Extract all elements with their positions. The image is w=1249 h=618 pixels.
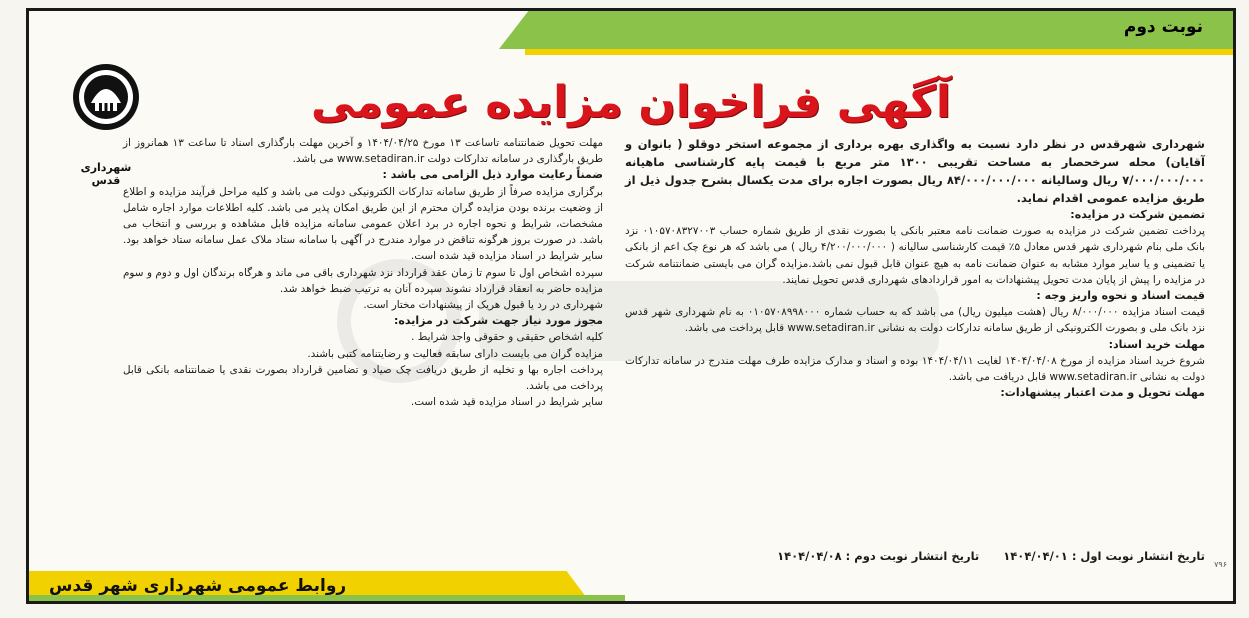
second-publish-date: تاریخ انتشار نوبت دوم : ۱۴۰۴/۰۴/۰۸: [777, 549, 980, 563]
footer-banner: [29, 571, 1233, 601]
right-column: [625, 135, 1205, 401]
top-green-stripe: [499, 11, 1233, 49]
logo-caption: شهرداری قدس: [80, 161, 132, 187]
delivery-text: مهلت تحویل ضمانتنامه تاساعت ۱۳ مورخ ۱۴۰۴/۰۴/۲۵ و آخرین مهلت بارگذاری اسناد تا ساعت ۱۳ همانروز از طریق بارگذاری در سامانه تدارکات دولت www.setadiran.ir می باشد.: [123, 137, 604, 166]
public-relations-label: روابط عمومی شهرداری شهر قدس: [49, 576, 347, 596]
price-text: قیمت اسناد مزایده ۸/۰۰۰/۰۰۰ ریال (هشت میلیون ریال) می باشد که به حساب شماره ۰۱۰۵۷۰۸۹۹۸۰۰۰ به نام شهرداری شهر قدس نزد بانک ملی و بصورت الکترونیکی از طریق سامانه تدارکات دولت به نشانی www.setadiran.ir قابل پرداخت می باشد.: [625, 306, 1206, 335]
page-number: ۷۹۶: [1214, 560, 1227, 569]
permit-item: کلیه اشخاص حقیقی و حقوقی واجد شرایط .: [411, 331, 603, 344]
round-badge: نوبت دوم: [1123, 17, 1203, 37]
price-heading: قیمت اسناد و نحوه واریز وجه :: [1036, 289, 1205, 303]
notes-text-2: سپرده اشخاص اول تا سوم تا زمان عقد قرارداد نزد شهرداری باقی می ماند و هرگاه برندگان اول و دوم و سوم مزایده حاضر به انعقاد قرارداد نشوند سپرده آنان به ترتیب ضبط خواهد شد.: [123, 266, 603, 295]
guarantee-heading: تضمین شرکت در مزایده:: [1070, 208, 1205, 221]
permit-item: پرداخت اجاره بها و تخلیه از طریق دریافت چک صیاد و تضامین قرارداد بصورت نقدی یا ضمانتنامه بانکی قابل پرداخت می باشد.: [123, 363, 603, 393]
ad-title: آگهی فراخوان مزایده عمومی: [311, 77, 951, 128]
notes-heading: ضمناً رعایت موارد ذیل الزامی می باشد :: [382, 168, 603, 182]
notes-text: برگزاری مزایده صرفاً از طریق سامانه تدارکات الکترونیکی دولت می باشد و کلیه مراحل فرآیند مزایده و اطلاع از وضعیت برنده بودن مزایده گران محترم از این طریق امکان پذیر می باشد. کلیه اطلاعات موارد اجاره شامل مشخصات، شرایط و نحوه اجاره در برد اعلان عمومی سامانه مزایده قابل مشاهده و بررسی و انتخاب می باشد. در صورت بروز هرگونه تناقض در موارد مندرج در آگهی با سامانه ستاد ملاک عمل سامانه ستاد خواهد بود. سایر شرایط در اسناد مزایده قید شده است.: [123, 185, 603, 263]
top-banner: [29, 11, 1233, 49]
intro-text: شهرداری شهرقدس در نظر دارد نسبت به واگذاری بهره برداری از مجموعه استخر دوقلو ( بانوان و آقایان) محله سرخحصار به مساحت تقریبی ۱۳۰۰ متر مربع با قیمت پایه کارشناسی ماهیانه ۷/۰۰۰/۰۰۰/۰۰۰ ریال وسالیانه ۸۴/۰۰۰/۰۰۰/۰۰۰ ریال بصورت اجاره برای مدت یکسال بشرح جدول ذیل از طریق مزایده عمومی اقدام نماید.: [625, 137, 1205, 205]
advertisement-frame: [26, 8, 1236, 604]
permit-item: مزایده گران می بایست دارای سابقه فعالیت و رضایتنامه کتبی باشند.: [307, 347, 603, 360]
publish-dates: [645, 547, 1205, 565]
notes-text-3: شهرداری در رد یا قبول هریک از پیشنهادات مختار است.: [363, 299, 603, 312]
left-column: [123, 135, 603, 410]
deadline-heading: مهلت خرید اسناد:: [1108, 337, 1205, 351]
permit-heading: مجوز مورد نیاز جهت شرکت در مزایده:: [393, 314, 603, 328]
permit-item: سایر شرایط در اسناد مزایده قید شده است.: [410, 396, 603, 409]
first-publish-date: تاریخ انتشار نوبت اول : ۱۴۰۴/۰۴/۰۱: [1003, 549, 1205, 563]
guarantee-text: پرداخت تضمین شرکت در مزایده به صورت ضمانت نامه معتبر بانکی یا بصورت نقدی از طریق شماره حساب ۰۱۰۵۷۰۸۳۲۷۰۰۳ نزد بانک ملی بنام شهرداری شهر قدس معادل ۵٪ قیمت کارشناسی سالیانه ( ۴/۲۰۰/۰۰۰/۰۰۰ ریال ) می باشد که هر نوع چک اعم از بانکی یا تضمینی و یا سایر موارد مشابه به عنوان ضمانت نامه به هیچ عنوان قابل قبول نمی باشد.مزایده گران می بایستی ضمانتنامه شرکت در مزایده را پیش از پایان مدت تحویل پیشنهادات به امور قراردادهای شهرداری قدس تحویل نمایند.: [625, 225, 1205, 286]
deadline-text: شروع خرید اسناد مزایده از مورخ ۱۴۰۴/۰۴/۰۸ لغایت ۱۴۰۴/۰۴/۱۱ بوده و اسناد و مدارک مزایده طرف مهلت مندرج در سامانه تدارکات دولت به نشانی www.setadiran.ir قابل دریافت می باشد.: [625, 354, 1206, 384]
delivery-heading: مهلت تحویل و مدت اعتبار پیشنهادات:: [1000, 386, 1205, 400]
